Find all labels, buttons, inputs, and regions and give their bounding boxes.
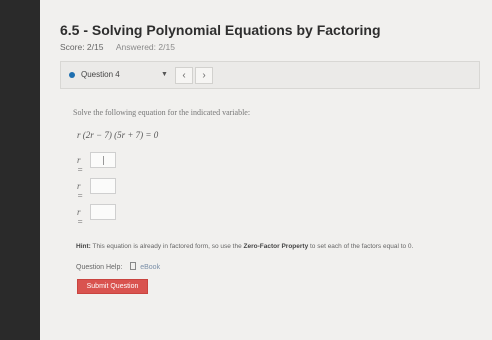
score-text: Score: 2/15 xyxy=(60,42,104,52)
screen-bezel xyxy=(0,0,40,340)
hint-label: Hint: xyxy=(76,243,91,250)
chevron-down-icon[interactable]: ▼ xyxy=(161,71,168,78)
assignment-page xyxy=(40,0,492,340)
equation: r (2r − 7) (5r + 7) = 0 xyxy=(77,130,159,140)
question-nav-bar xyxy=(60,61,480,89)
answer-input-2[interactable] xyxy=(90,178,116,194)
question-status-dot-icon xyxy=(69,72,75,78)
answer-label: r = xyxy=(77,181,84,201)
question-prompt: Solve the following equation for the indicated variable: xyxy=(73,108,251,117)
question-selector[interactable]: Question 4 xyxy=(81,70,120,79)
score-line xyxy=(60,42,175,52)
hint-body-1: This equation is already in factored form, so use the xyxy=(90,243,244,250)
answer-input-1[interactable] xyxy=(90,152,116,168)
text-cursor xyxy=(103,156,104,165)
question-content xyxy=(60,97,480,307)
hint-text xyxy=(76,243,476,250)
answer-label: r = xyxy=(77,155,84,175)
hint-emphasis: Zero-Factor Property xyxy=(243,243,309,250)
hint-body-2: to set each of the factors equal to 0. xyxy=(308,243,414,250)
ebook-link[interactable]: eBook xyxy=(140,264,161,271)
question-help xyxy=(76,262,160,271)
answered-text: Answered: 2/15 xyxy=(115,42,175,52)
document-icon xyxy=(130,262,136,270)
submit-question-button[interactable]: Submit Question xyxy=(77,279,148,294)
next-question-button[interactable]: › xyxy=(195,67,213,84)
question-help-label: Question Help: xyxy=(76,264,123,271)
answer-label: r = xyxy=(77,207,84,227)
page-title: 6.5 - Solving Polynomial Equations by Factoring xyxy=(60,22,381,38)
answer-input-3[interactable] xyxy=(90,204,116,220)
previous-question-button[interactable]: ‹ xyxy=(175,67,193,84)
